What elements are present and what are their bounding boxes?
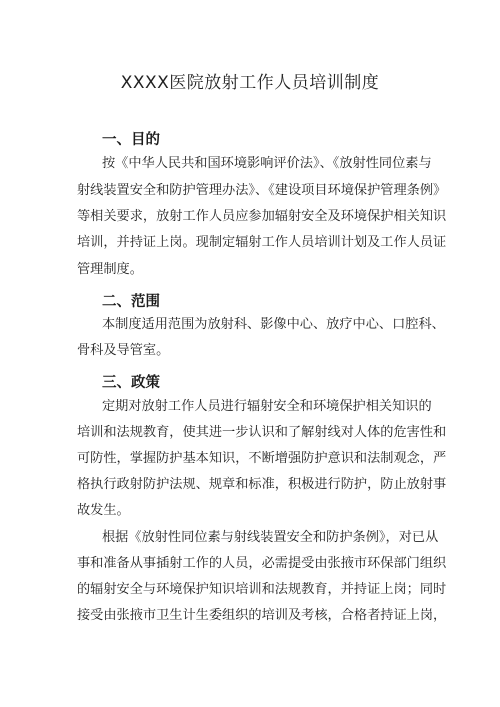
paragraph-line: 事和准备从事插射工作的人员，必需提受由张掖市环保部门组织	[77, 556, 447, 571]
paragraph-line: 培训，并持证上岗。现制定辐射工作人员培训计划及工作人员证	[77, 235, 447, 250]
paragraph-line: 故发生。	[77, 503, 130, 518]
paragraph-line: 骨科及导管室。	[77, 343, 170, 358]
section-heading-scope: 二、范围	[102, 294, 160, 310]
section-heading-policy: 三、政策	[102, 375, 160, 391]
document-title: XXXX医院放射工作人员培训制度	[120, 73, 380, 93]
paragraph-line: 根据《放射性同位素与射线装置安全和防护条例》，对已从	[102, 530, 439, 545]
paragraph-line: 管理制度。	[77, 262, 143, 277]
paragraph-line: 的辐射安全与环境保护知识培训和法规教育，并持证上岗；同时	[77, 582, 447, 597]
paragraph-line: 等相关要求，放射工作人员应参加辐射安全及环境保护相关知识	[77, 209, 447, 224]
paragraph-line: 定期对放射工作人员进行辐射安全和环境保护相关知识的	[102, 399, 432, 414]
paragraph-line: 接受由张掖市卫生计生委组织的培训及考核，合格者持证上岗，	[77, 608, 447, 623]
paragraph-line: 培训和法规教育，使其进一步认识和了解射线对人体的危害性和	[77, 425, 447, 440]
paragraph-line: 射线装置安全和防护管理办法》、《建设项目环境保护管理条例》	[77, 183, 447, 198]
paragraph-line: 格执行政射防护法规、规章和标准，积极进行防护，防止放射事	[77, 477, 447, 492]
paragraph-line: 按《中华人民共和国环境影响评价法》、《放射性同位素与	[102, 156, 432, 171]
paragraph-line: 本制度适用范围为放射科、影像中心、放疗中心、口腔科、	[102, 317, 445, 332]
paragraph-line: 可防性，掌握防护基本知识，不断增强防护意识和法制观念，严	[77, 451, 447, 466]
section-heading-purpose: 一、目的	[102, 132, 160, 148]
